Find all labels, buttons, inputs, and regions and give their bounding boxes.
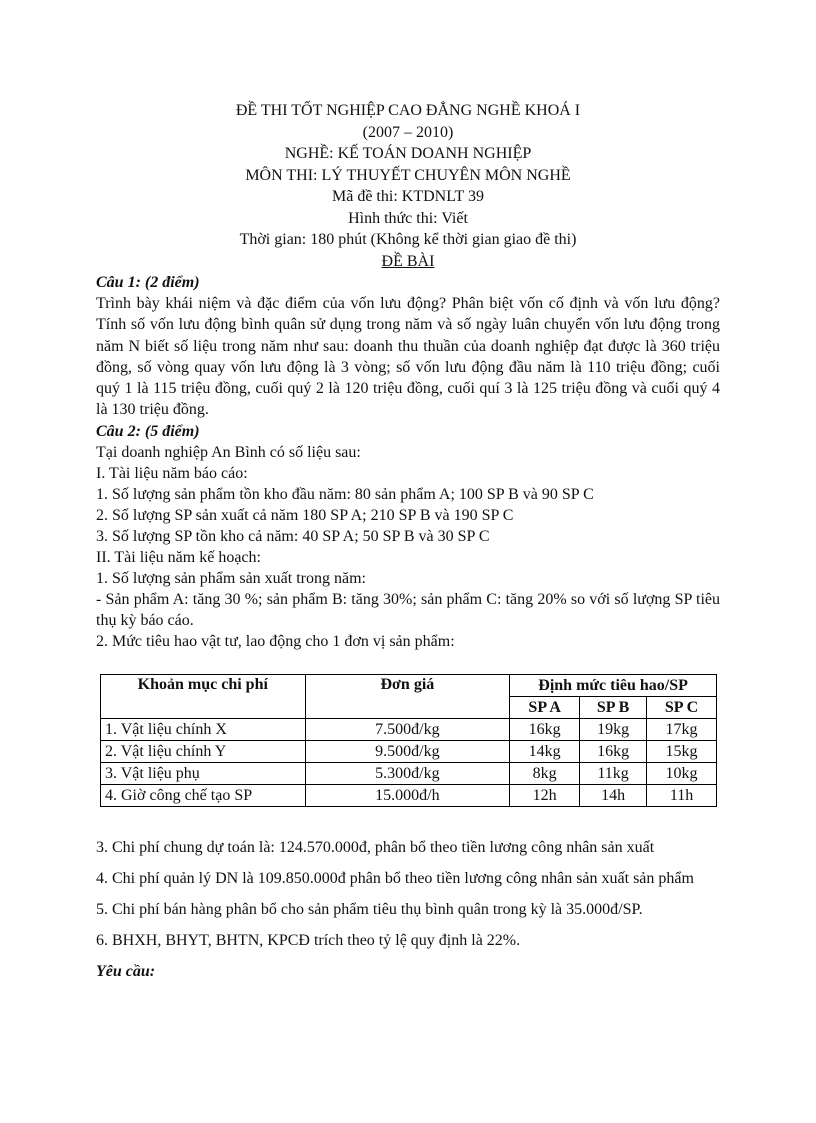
exam-duration: Thời gian: 180 phút (Không kể thời gian giao đề thi) <box>239 231 577 248</box>
additional-data <box>96 837 720 982</box>
cell-c: 17kg <box>647 719 717 741</box>
q2-line: 1. Số lượng sản phẩm sản xuất trong năm: <box>96 569 366 587</box>
cell-a: 16kg <box>510 719 580 741</box>
table-row <box>101 741 717 763</box>
header-sp-c: SP C <box>647 697 717 719</box>
cell-b: 14h <box>580 785 647 807</box>
table-row <box>101 785 717 807</box>
item-6-insurance: 6. BHXH, BHYT, BHTN, KPCĐ trích theo tỷ lệ quy định là 22%. <box>96 932 521 950</box>
item-5-selling: 5. Chi phí bán hàng phân bổ cho sản phẩm tiêu thụ bình quân trong kỳ là 35.000đ/SP. <box>96 901 643 919</box>
cell-c: 10kg <box>647 763 717 785</box>
cell-item: 1. Vật liệu chính X <box>101 719 306 741</box>
table-header-row <box>101 675 717 697</box>
exam-section-title: ĐỀ BÀI <box>381 252 435 270</box>
header-price: Đơn giá <box>305 675 510 719</box>
q2-line: 3. Số lượng SP tồn kho cả năm: 40 SP A; 50 SP B và 30 SP C <box>96 527 490 545</box>
item-4-management: 4. Chi phí quản lý DN là 109.850.000đ phân bổ theo tiền lương công nhân sản xuất sản phẩm <box>96 870 694 888</box>
header-norm: Định mức tiêu hao/SP <box>510 675 717 697</box>
question-1-heading: Câu 1: (2 điểm) <box>96 274 200 291</box>
header-sp-a: SP A <box>510 697 580 719</box>
exam-subject: MÔN THI: LÝ THUYẾT CHUYÊN MÔN NGHỀ <box>245 166 571 184</box>
cell-a: 8kg <box>510 763 580 785</box>
cell-price: 5.300đ/kg <box>305 763 510 785</box>
question-1-text: Trình bày khái niệm và đặc điểm của vốn lưu động? Phân biệt vốn cố định và vốn lưu động? Tính số vốn lưu động bình quân sử dụng trong năm và số ngày luân chuyển vốn lưu động trong năm N biết số liệu trong năm như sau: doanh thu thuần của doanh nghiệp đạt được là 360 triệu đồng, số vòng quay vốn lưu động là 3 vòng; số vốn lưu động đầu năm là 110 triệu đồng; cuối quý 1 là 115 triệu đồng, cuối quý 2 là 120 triệu đồng, cuối quí 3 là 125 triệu đồng và cuối quý 4 là 130 triệu đồng. <box>96 295 720 419</box>
cell-price: 9.500đ/kg <box>305 741 510 763</box>
cell-item: 2. Vật liệu chính Y <box>101 741 306 763</box>
table-row <box>101 719 717 741</box>
exam-code: Mã đề thi: KTDNLT 39 <box>332 188 484 205</box>
item-3-overhead: 3. Chi phí chung dự toán là: 124.570.000đ, phân bổ theo tiền lương công nhân sản xuất <box>96 839 655 857</box>
q2-line: 2. Số lượng SP sản xuất cả năm 180 SP A; 210 SP B và 190 SP C <box>96 506 514 524</box>
q2-line: Tại doanh nghiệp An Bình có số liệu sau: <box>96 443 361 461</box>
q2-line: I. Tài liệu năm báo cáo: <box>96 464 248 482</box>
cell-price: 15.000đ/h <box>305 785 510 807</box>
cell-c: 15kg <box>647 741 717 763</box>
cell-c: 11h <box>647 785 717 807</box>
exam-profession: NGHỀ: KẾ TOÁN DOANH NGHIỆP <box>284 145 532 162</box>
exam-title: ĐỀ THI TỐT NGHIỆP CAO ĐẲNG NGHỀ KHOÁ I <box>235 102 581 119</box>
cell-a: 14kg <box>510 741 580 763</box>
header-item: Khoản mục chi phí <box>101 675 306 719</box>
requirement-heading: Yêu cầu: <box>96 963 156 981</box>
cell-a: 12h <box>510 785 580 807</box>
q2-norm-intro: 2. Mức tiêu hao vật tư, lao động cho 1 đơn vị sản phẩm: <box>96 633 455 651</box>
cell-b: 19kg <box>580 719 647 741</box>
cell-item: 4. Giờ công chế tạo SP <box>101 785 306 807</box>
exam-page <box>96 100 720 982</box>
q2-line: II. Tài liệu năm kế hoạch: <box>96 548 261 566</box>
cost-norm-table <box>100 674 717 807</box>
q2-line: 1. Số lượng sản phẩm tồn kho đầu năm: 80 sản phẩm A; 100 SP B và 90 SP C <box>96 485 594 503</box>
q2-increase: - Sản phẩm A: tăng 30 %; sản phẩm B: tăng 30%; sản phẩm C: tăng 20% so với số lượng SP tiêu thụ kỳ báo cáo. <box>96 590 720 630</box>
exam-format: Hình thức thi: Viết <box>348 209 468 227</box>
cell-b: 11kg <box>580 763 647 785</box>
question-2-heading: Câu 2: (5 điểm) <box>96 422 200 440</box>
cell-price: 7.500đ/kg <box>305 719 510 741</box>
cell-item: 3. Vật liệu phụ <box>101 763 306 785</box>
cell-b: 16kg <box>580 741 647 763</box>
header-sp-b: SP B <box>580 697 647 719</box>
table-row <box>101 763 717 785</box>
exam-years: (2007 – 2010) <box>362 123 454 141</box>
